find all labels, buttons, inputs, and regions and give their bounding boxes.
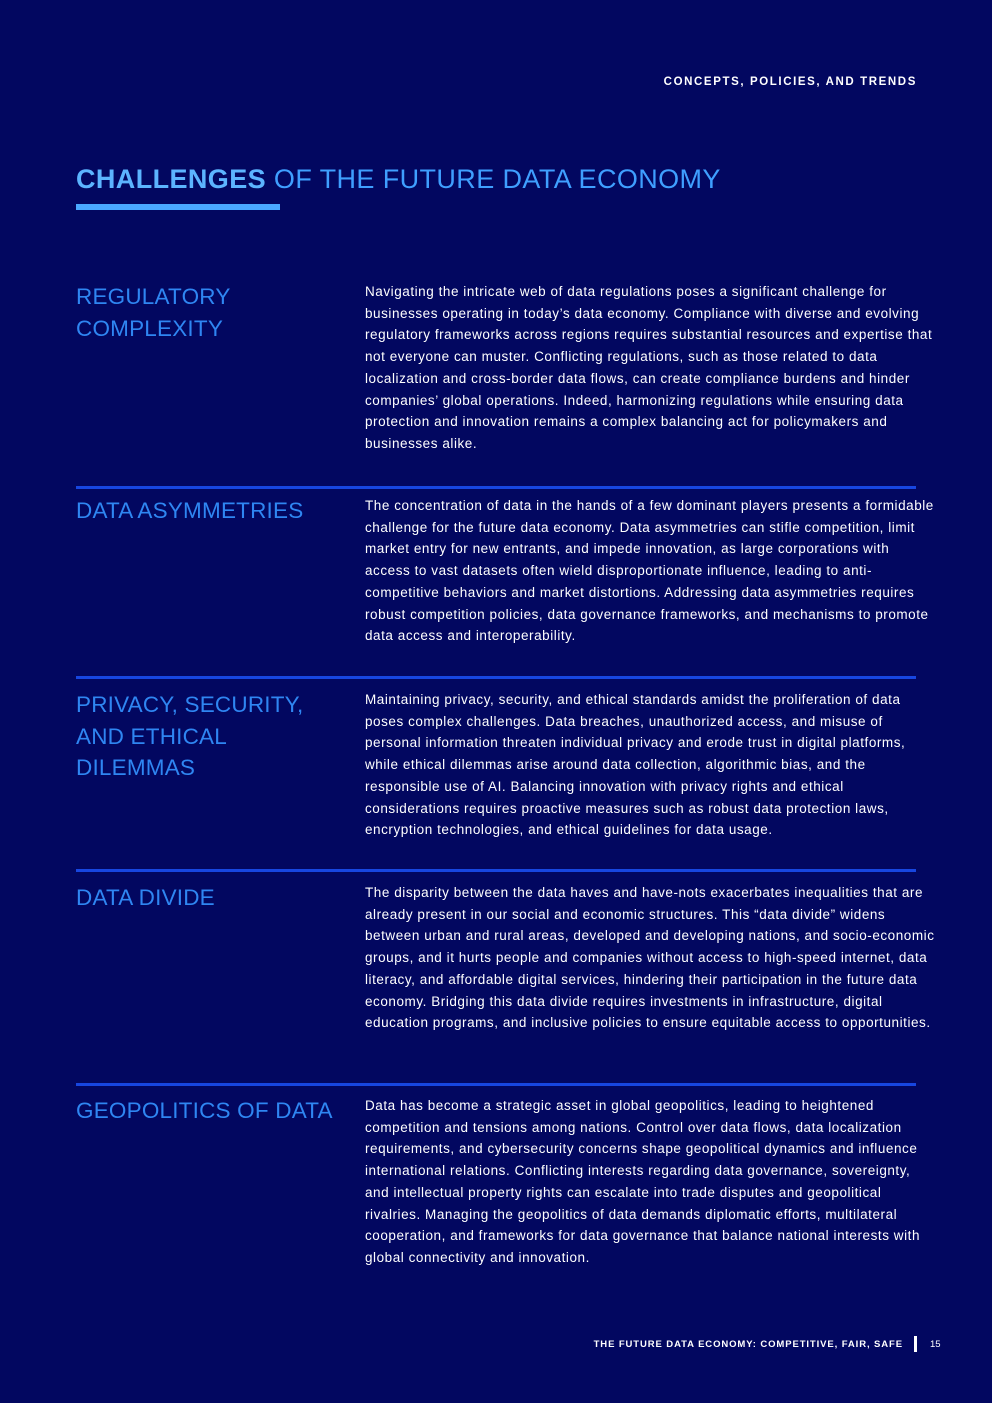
challenge-heading: REGULATORY COMPLEXITY — [76, 284, 231, 341]
section-divider — [76, 486, 916, 489]
section-divider — [76, 676, 916, 679]
title-underline — [76, 204, 280, 210]
page-title-emphasis: CHALLENGES — [76, 164, 267, 194]
challenge-heading: GEOPOLITICS OF DATA — [76, 1098, 333, 1123]
challenge-text: The disparity between the data haves and have-nots exacerbates inequalities that are already present in our social and economic structures. This “data divide” widens between urban and rural areas, developed and developing nations, and socio-economic groups, and it hurts people and companies without access to high-speed internet, data literacy, and affordable digital services, hindering their participation in the future data economy. Bridging this data divide requires investments in infrastructure, digital education programs, and inclusive policies to ensure equitable access to opportunities. — [365, 885, 935, 1031]
challenge-heading: PRIVACY, SECURITY, AND ETHICAL DILEMMAS — [76, 692, 304, 780]
page-title — [76, 164, 721, 195]
section-divider — [76, 869, 916, 872]
section-divider — [76, 1083, 916, 1086]
section-label: CONCEPTS, POLICIES, AND TRENDS — [663, 76, 917, 88]
challenge-text: Data has become a strategic asset in global geopolitics, leading to heightened competition and tensions among nations. Control over data flows, data localization requirements, and cybersecurity concerns shape geopolitical dynamics and influence international relations. Conflicting interests regarding data governance, sovereignty, and intellectual property rights can escalate into trade disputes and geopolitical rivalries. Managing the geopolitics of data demands diplomatic efforts, multilateral cooperation, and frameworks for data governance that balance national interests with global connectivity and innovation. — [365, 1098, 920, 1265]
footer-publication-title: THE FUTURE DATA ECONOMY: COMPETITIVE, FAIR, SAFE — [593, 1339, 903, 1350]
challenge-heading: DATA DIVIDE — [76, 885, 215, 910]
page-number: 15 — [930, 1339, 941, 1350]
page-title-rest: OF THE FUTURE DATA ECONOMY — [266, 164, 721, 194]
challenge-text: The concentration of data in the hands of a few dominant players presents a formidable challenge for the future data economy. Data asymmetries can stifle competition, limit market entry for new entrants, and impede innovation, as large corporations with access to vast datasets often wield disproportionate influence, leading to anti-competitive behaviors and market distortions. Addressing data asymmetries requires robust competition policies, data governance frameworks, and mechanisms to promote data access and interoperability. — [365, 498, 934, 644]
challenge-text: Maintaining privacy, security, and ethical standards amidst the proliferation of data poses complex challenges. Data breaches, unauthorized access, and misuse of personal information threaten individual privacy and erode trust in digital platforms, while ethical dilemmas arise around data collection, algorithmic bias, and the responsible use of AI. Balancing innovation with privacy rights and ethical considerations requires proactive measures such as robust data protection laws, encryption technologies, and ethical guidelines for data usage. — [365, 692, 906, 838]
challenge-heading: DATA ASYMMETRIES — [76, 498, 304, 523]
challenge-text: Navigating the intricate web of data regulations poses a significant challenge for businesses operating in today’s data economy. Compliance with diverse and evolving regulatory frameworks across regions requires substantial resources and expertise that not everyone can muster. Conflicting regulations, such as those related to data localization and cross-border data flows, can create compliance burdens and hinder companies’ global operations. Indeed, harmonizing regulations while ensuring data protection and innovation remains a complex balancing act for policymakers and businesses alike. — [365, 284, 933, 451]
footer-divider — [914, 1336, 917, 1352]
